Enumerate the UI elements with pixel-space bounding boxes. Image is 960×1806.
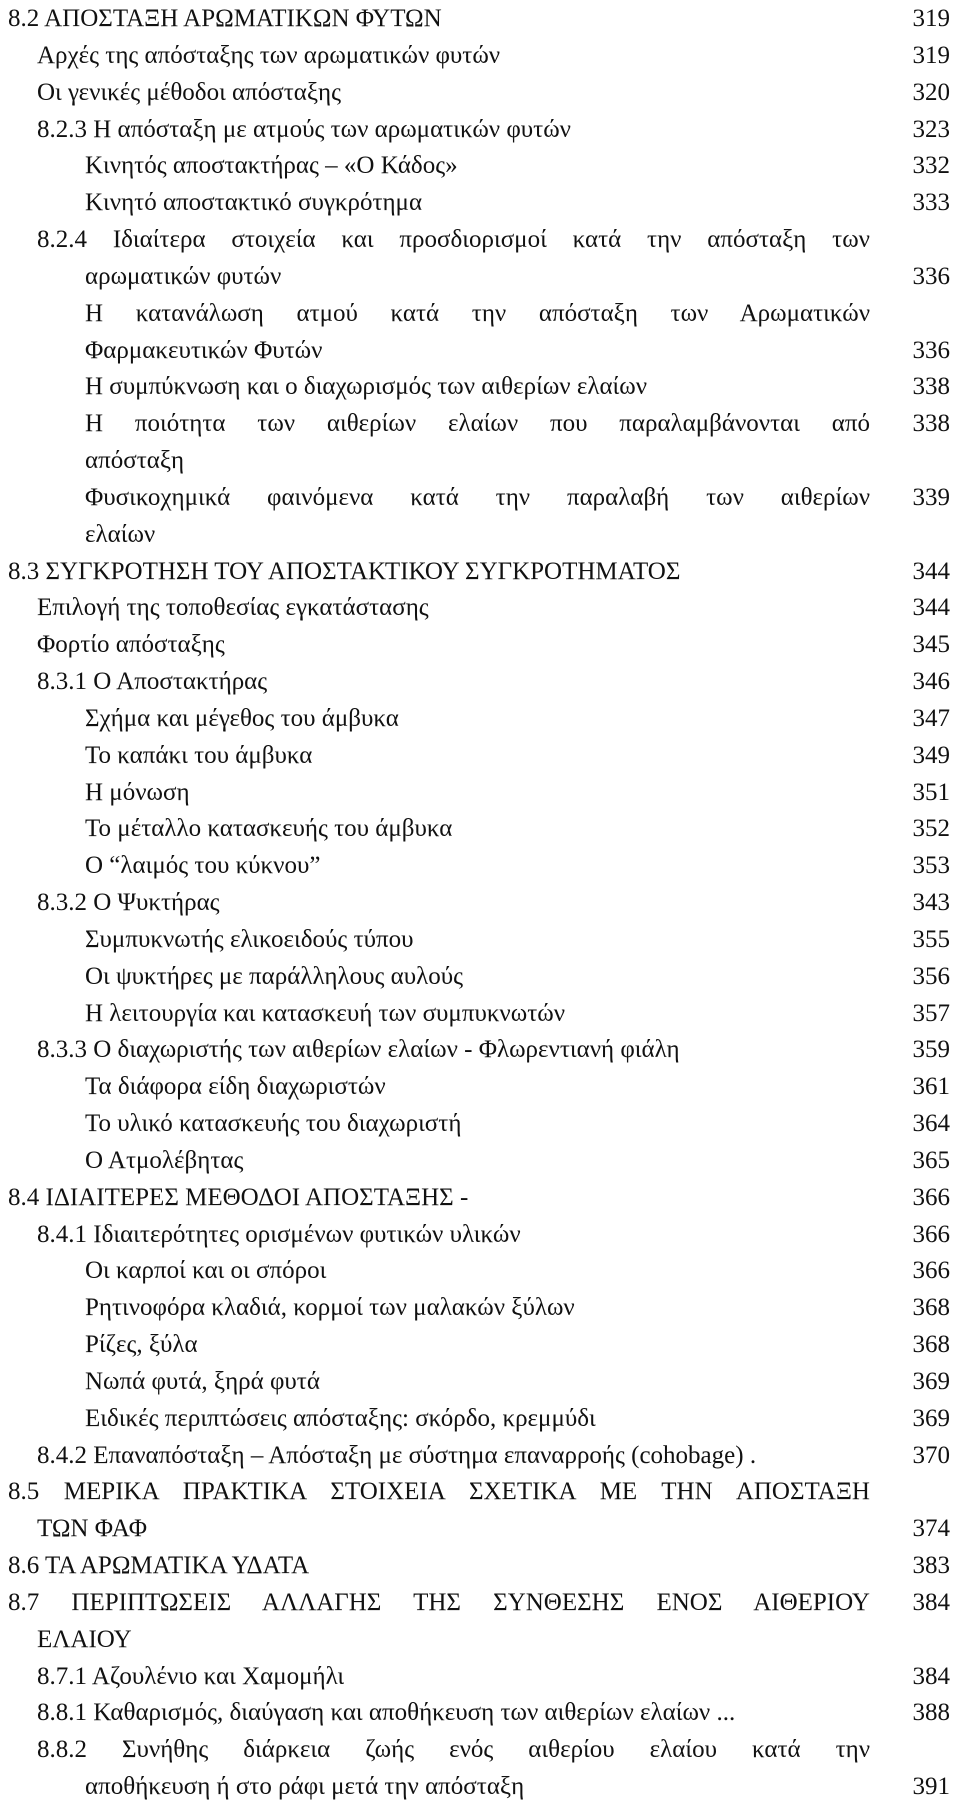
toc-entry-page-number: 336 (912, 337, 950, 364)
toc-entry-text: Οι καρποί και οι σπόροι (85, 1257, 327, 1284)
toc-entry-title (37, 1031, 870, 1069)
toc-entry-text: Ρητινοφόρα κλαδιά, κορμοί των μαλακών ξύλων (85, 1294, 575, 1321)
toc-entry-page-number: 370 (912, 1442, 950, 1469)
toc-entry-title (37, 1731, 870, 1769)
toc-entry-page-number: 391 (912, 1773, 950, 1800)
toc-entry-text: 8.5 ΜΕΡΙΚΑ ΠΡΑΚΤΙΚΑ ΣΤΟΙΧΕΙΑ ΣΧΕΤΙΚΑ ΜΕ ΤΗΝ ΑΠΟΣΤΑΞΗ (8, 1478, 870, 1505)
toc-entry (0, 1510, 960, 1548)
toc-entry-page-number: 369 (912, 1368, 950, 1395)
toc-entry (0, 0, 960, 38)
toc-entry-page-number: 338 (912, 410, 950, 437)
toc-entry-text: Νωπά φυτά, ξηρά φυτά (85, 1368, 320, 1395)
toc-entry-page-number: 365 (912, 1147, 950, 1174)
toc-entry-page-number: 384 (912, 1663, 950, 1690)
toc-entry-text: Επιλογή της τοποθεσίας εγκατάστασης (37, 594, 429, 621)
toc-entry (0, 221, 960, 259)
toc-entry-text: Φορτίο απόσταξης (37, 631, 225, 658)
toc-entry-title (85, 258, 870, 296)
toc-entry-text: Η κατανάλωση ατμού κατά την απόσταξη των Αρωματικών (85, 300, 870, 327)
toc-entry-page-number: 361 (912, 1073, 950, 1100)
toc-entry (0, 184, 960, 222)
toc-entry-title (85, 147, 870, 185)
toc-entry-text: 8.3.1 Ο Αποστακτήρας (37, 668, 268, 695)
toc-entry-text: Το υλικό κατασκευής του διαχωριστή (85, 1110, 462, 1137)
toc-entry (0, 1437, 960, 1475)
toc-entry-text: 8.8.2 Συνήθης διάρκεια ζωής ενός αιθερίου ελαίου κατά την (37, 1736, 870, 1763)
toc-entry-title (85, 1400, 870, 1438)
toc-entry-text: Τα διάφορα είδη διαχωριστών (85, 1073, 386, 1100)
toc-entry-page-number: 344 (912, 558, 950, 585)
toc-entry-title (85, 295, 870, 333)
toc-entry-page-number: 344 (912, 594, 950, 621)
toc-entry-title (37, 1621, 870, 1659)
toc-entry-text: 8.3 ΣΥΓΚΡΟΤΗΣΗ ΤΟΥ ΑΠΟΣΤΑΚΤΙΚΟΥ ΣΥΓΚΡΟΤΗΜΑΤΟΣ (8, 558, 681, 585)
toc-entry-page-number: 333 (912, 189, 950, 216)
toc-entry-text: 8.6 ΤΑ ΑΡΩΜΑΤΙΚΑ ΥΔΑΤΑ (8, 1552, 310, 1579)
toc-entry-text: 8.2.4 Ιδιαίτερα στοιχεία και προσδιορισμοί κατά την απόσταξη των (37, 226, 870, 253)
toc-entry-title (8, 1179, 870, 1217)
toc-entry-text: 8.2 ΑΠΟΣΤΑΞΗ ΑΡΩΜΑΤΙΚΩΝ ΦΥΤΩΝ (8, 5, 442, 32)
toc-entry-title (85, 921, 870, 959)
toc-entry-text: απόσταξη (85, 447, 185, 474)
toc-entry-text: Το μέταλλο κατασκευής του άμβυκα (85, 815, 453, 842)
toc-entry-text: 8.2.3 Η απόσταξη με ατμούς των αρωματικών φυτών (37, 116, 571, 143)
toc-entry (0, 1068, 960, 1106)
toc-entry (0, 847, 960, 885)
toc-entry-title (37, 626, 870, 664)
toc-entry-title (8, 1584, 870, 1622)
toc-entry-title (37, 1510, 870, 1548)
toc-entry-title (8, 1473, 870, 1511)
toc-entry (0, 1326, 960, 1364)
toc-entry-title (85, 442, 870, 480)
toc-entry-title (85, 1252, 870, 1290)
toc-entry (0, 1179, 960, 1217)
toc-entry-title (85, 1289, 870, 1327)
toc-entry-title (85, 1363, 870, 1401)
toc-entry-text: Κινητό αποστακτικό συγκρότημα (85, 189, 423, 216)
toc-entry-text: Η συμπύκνωση και ο διαχωρισμός των αιθερίων ελαίων (85, 373, 648, 400)
toc-entry-title (85, 1105, 870, 1143)
toc-entry-page-number: 351 (912, 779, 950, 806)
toc-entry-page-number: 336 (912, 263, 950, 290)
toc-entry-page-number: 353 (912, 852, 950, 879)
toc-entry-page-number: 366 (912, 1221, 950, 1248)
toc-entry-text: Ο “λαιμός του κύκνου” (85, 852, 321, 879)
toc-entry-text: 8.7.1 Αζουλένιο και Χαμομήλι (37, 1663, 345, 1690)
toc-entry-text: αποθήκευση ή στο ράφι μετά την απόσταξη (85, 1773, 525, 1800)
toc-entry-text: αρωματικών φυτών (85, 263, 282, 290)
toc-entry (0, 37, 960, 75)
toc-entry (0, 700, 960, 738)
toc-entry-page-number: 320 (912, 79, 950, 106)
toc-entry-page-number: 383 (912, 1552, 950, 1579)
toc-entry-page-number: 359 (912, 1036, 950, 1063)
toc-entry-text: Αρχές της απόσταξης των αρωματικών φυτών (37, 42, 501, 69)
toc-entry-title (37, 589, 870, 627)
toc-entry-page-number: 369 (912, 1405, 950, 1432)
toc-entry-text: ΕΛΑΙΟΥ (37, 1626, 132, 1653)
toc-entry (0, 147, 960, 185)
toc-entry-title (37, 884, 870, 922)
toc-entry-page-number: 339 (912, 484, 950, 511)
toc-entry (0, 258, 960, 296)
toc-entry-title (85, 847, 870, 885)
toc-entry (0, 1621, 960, 1659)
toc-entry (0, 1363, 960, 1401)
toc-entry-title (37, 37, 870, 75)
toc-entry-page-number: 349 (912, 742, 950, 769)
toc-entry-text: 8.4.1 Ιδιαιτερότητες ορισμένων φυτικών υλικών (37, 1221, 521, 1248)
toc-entry (0, 1289, 960, 1327)
toc-entry-page-number: 345 (912, 631, 950, 658)
toc-entry-page-number: 364 (912, 1110, 950, 1137)
toc-entry (0, 332, 960, 370)
toc-entry-page-number: 357 (912, 1000, 950, 1027)
toc-entry-page-number: 366 (912, 1184, 950, 1211)
toc-entry-title (85, 479, 870, 517)
toc-entry-page-number: 319 (912, 5, 950, 32)
toc-entry-text: 8.3.2 Ο Ψυκτήρας (37, 889, 220, 916)
toc-entry-title (85, 332, 870, 370)
toc-entry (0, 479, 960, 517)
toc-entry (0, 1252, 960, 1290)
toc-entry-page-number: 346 (912, 668, 950, 695)
toc-entry-text: 8.3.3 Ο διαχωριστής των αιθερίων ελαίων - Φλωρεντιανή φιάλη (37, 1036, 680, 1063)
toc-entry-title (85, 1142, 870, 1180)
toc-entry-page-number: 319 (912, 42, 950, 69)
toc-entry-title (37, 663, 870, 701)
toc-entry-title (85, 1768, 870, 1806)
toc-entry-title (85, 774, 870, 812)
toc-entry (0, 1473, 960, 1511)
toc-entry-text: Φυσικοχημικά φαινόμενα κατά την παραλαβή των αιθερίων (85, 484, 870, 511)
toc-entry-text: ΤΩΝ ΦΑΦ (37, 1515, 148, 1542)
toc-entry (0, 589, 960, 627)
toc-entry-text: Οι ψυκτήρες με παράλληλους αυλούς (85, 963, 463, 990)
toc-entry (0, 1031, 960, 1069)
toc-entry-title (37, 221, 870, 259)
toc-entry-title (37, 1694, 870, 1732)
toc-entry (0, 774, 960, 812)
toc-entry-title (85, 737, 870, 775)
toc-entry (0, 737, 960, 775)
toc-entry (0, 1658, 960, 1696)
toc-entry-title (37, 1658, 870, 1696)
toc-entry (0, 1105, 960, 1143)
toc-entry (0, 295, 960, 333)
toc-entry-page-number: 368 (912, 1294, 950, 1321)
toc-entry (0, 1584, 960, 1622)
toc-entry (0, 405, 960, 443)
toc-entry (0, 958, 960, 996)
toc-entry-text: Ο Ατμολέβητας (85, 1147, 244, 1174)
toc-entry-text: 8.7 ΠΕΡΙΠΤΩΣΕΙΣ ΑΛΛΑΓΗΣ ΤΗΣ ΣΥΝΘΕΣΗΣ ΕΝΟΣ ΑΙΘΕΡΙΟΥ (8, 1589, 870, 1616)
toc-entry-text: Κινητός αποστακτήρας – «Ο Κάδος» (85, 152, 458, 179)
toc-entry-title (85, 995, 870, 1033)
toc-entry (0, 884, 960, 922)
toc-entry (0, 921, 960, 959)
toc-entry (0, 442, 960, 480)
toc-entry-title (85, 700, 870, 738)
toc-entry (0, 995, 960, 1033)
toc-entry-page-number: 338 (912, 373, 950, 400)
toc-entry (0, 1400, 960, 1438)
toc-entry-title (37, 74, 870, 112)
toc-entry (0, 74, 960, 112)
toc-entry-title (85, 405, 870, 443)
toc-entry (0, 626, 960, 664)
toc-entry-page-number: 366 (912, 1257, 950, 1284)
toc-entry-title (8, 553, 870, 591)
toc-entry-title (37, 1437, 870, 1475)
toc-entry-title (85, 1068, 870, 1106)
toc-entry (0, 1547, 960, 1585)
toc-entry-text: 8.8.1 Καθαρισμός, διαύγαση και αποθήκευση των αιθερίων ελαίων ... (37, 1699, 736, 1726)
toc-entry-page-number: 374 (912, 1515, 950, 1542)
toc-entry-text: Η λειτουργία και κατασκευή των συμπυκνωτών (85, 1000, 565, 1027)
toc-entry-page-number: 355 (912, 926, 950, 953)
toc-entry-page-number: 352 (912, 815, 950, 842)
toc-entry-text: Η μόνωση (85, 779, 190, 806)
toc-entry (0, 516, 960, 554)
toc-entry (0, 663, 960, 701)
toc-entry-title (37, 1216, 870, 1254)
toc-entry (0, 1731, 960, 1769)
toc-entry-text: Ειδικές περιπτώσεις απόσταξης: σκόρδο, κρεμμύδι (85, 1405, 596, 1432)
toc-entry-page-number: 347 (912, 705, 950, 732)
toc-entry-text: Το καπάκι του άμβυκα (85, 742, 313, 769)
toc-entry-title (37, 111, 870, 149)
toc-entry (0, 111, 960, 149)
toc-entry-page-number: 368 (912, 1331, 950, 1358)
toc-entry (0, 810, 960, 848)
toc-entry-text: Φαρμακευτικών Φυτών (85, 337, 323, 364)
toc-entry-text: Ρίζες, ξύλα (85, 1331, 198, 1358)
toc-entry-text: Συμπυκνωτής ελικοειδούς τύπου (85, 926, 414, 953)
toc-entry-page-number: 323 (912, 116, 950, 143)
toc-entry-title (85, 1326, 870, 1364)
toc-entry-title (85, 184, 870, 222)
toc-entry (0, 1216, 960, 1254)
toc-entry-title (8, 0, 870, 38)
toc-entry (0, 368, 960, 406)
toc-entry-page-number: 388 (912, 1699, 950, 1726)
toc-entry (0, 1694, 960, 1732)
toc-entry-title (85, 810, 870, 848)
toc-entry-title (85, 516, 870, 554)
toc-entry (0, 553, 960, 591)
toc-entry-text: 8.4.2 Επαναπόσταξη – Απόσταξη με σύστημα επαναρροής (cohobage) . (37, 1442, 757, 1469)
toc-entry-title (8, 1547, 870, 1585)
toc-entry-page-number: 343 (912, 889, 950, 916)
toc-entry-text: Σχήμα και μέγεθος του άμβυκα (85, 705, 399, 732)
toc-entry-text: ελαίων (85, 521, 156, 548)
toc-entry-text: Η ποιότητα των αιθερίων ελαίων που παραλαμβάνονται από (85, 410, 870, 437)
toc-entry-text: Οι γενικές μέθοδοι απόσταξης (37, 79, 342, 106)
toc-entry (0, 1142, 960, 1180)
toc-entry-page-number: 356 (912, 963, 950, 990)
toc-entry-text: 8.4 ΙΔΙΑΙΤΕΡΕΣ ΜΕΘΟΔΟΙ ΑΠΟΣΤΑΞΗΣ - (8, 1184, 469, 1211)
toc-entry-page-number: 332 (912, 152, 950, 179)
toc-entry-title (85, 958, 870, 996)
toc-entry-page-number: 384 (912, 1589, 950, 1616)
toc-entry-title (85, 368, 870, 406)
toc-entry (0, 1768, 960, 1806)
